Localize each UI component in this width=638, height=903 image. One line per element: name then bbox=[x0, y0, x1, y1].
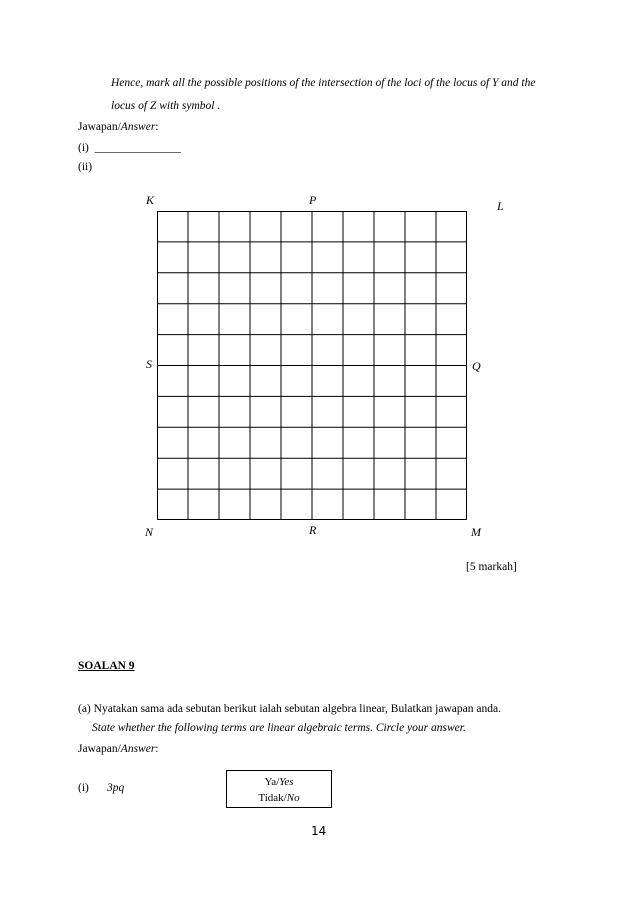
part-a-malay: (a) Nyatakan sama ada sebutan berikut ialah sebutan algebra linear, Bulatkan jawapan anda. bbox=[78, 703, 501, 715]
answer-colon-2: : bbox=[155, 743, 159, 755]
question-title: SOALAN 9 bbox=[78, 660, 135, 672]
answer-label-2 bbox=[78, 743, 159, 755]
yes-no-choice-box bbox=[226, 770, 332, 808]
choice-no[interactable] bbox=[227, 790, 331, 806]
choice-yes-english: Yes bbox=[279, 776, 294, 788]
answer-english: Answer bbox=[120, 121, 156, 133]
part-i-label: (i) bbox=[78, 142, 89, 154]
answer-colon: : bbox=[155, 121, 159, 133]
label-l: L bbox=[497, 199, 504, 213]
answer-label bbox=[78, 121, 159, 133]
label-m: M bbox=[471, 525, 481, 539]
marks-label: [5 markah] bbox=[466, 561, 517, 573]
instruction-line-1: Hence, mark all the possible positions of the intersection of the loci of the locus of Y and the bbox=[111, 77, 536, 89]
instruction-line-2: locus of Z with symbol . bbox=[111, 100, 221, 112]
label-n: N bbox=[145, 525, 154, 539]
answer-malay-2: Jawapan/ bbox=[78, 743, 121, 755]
answer-english-2: Answer bbox=[120, 743, 156, 755]
part-a-english: State whether the following terms are linear algebraic terms. Circle your answer. bbox=[92, 722, 466, 734]
choice-no-malay: Tidak/ bbox=[258, 792, 287, 804]
item-i-term: 3pq bbox=[107, 782, 125, 794]
item-i-label: (i) bbox=[78, 782, 89, 794]
choice-yes[interactable] bbox=[227, 774, 331, 790]
choice-yes-malay: Ya/ bbox=[264, 776, 280, 788]
label-r: R bbox=[309, 523, 317, 537]
label-p: P bbox=[309, 193, 317, 207]
part-i-row bbox=[78, 142, 181, 154]
label-s: S bbox=[146, 357, 152, 371]
part-ii-label: (ii) bbox=[78, 161, 93, 173]
answer-malay: Jawapan/ bbox=[78, 121, 121, 133]
label-k: K bbox=[146, 193, 155, 207]
square-grid[interactable] bbox=[157, 211, 467, 520]
part-i-answer-blank[interactable]: _______________ bbox=[94, 142, 181, 154]
page-number: 14 bbox=[311, 824, 327, 838]
choice-no-english: No bbox=[286, 792, 300, 804]
label-q: Q bbox=[472, 359, 481, 373]
